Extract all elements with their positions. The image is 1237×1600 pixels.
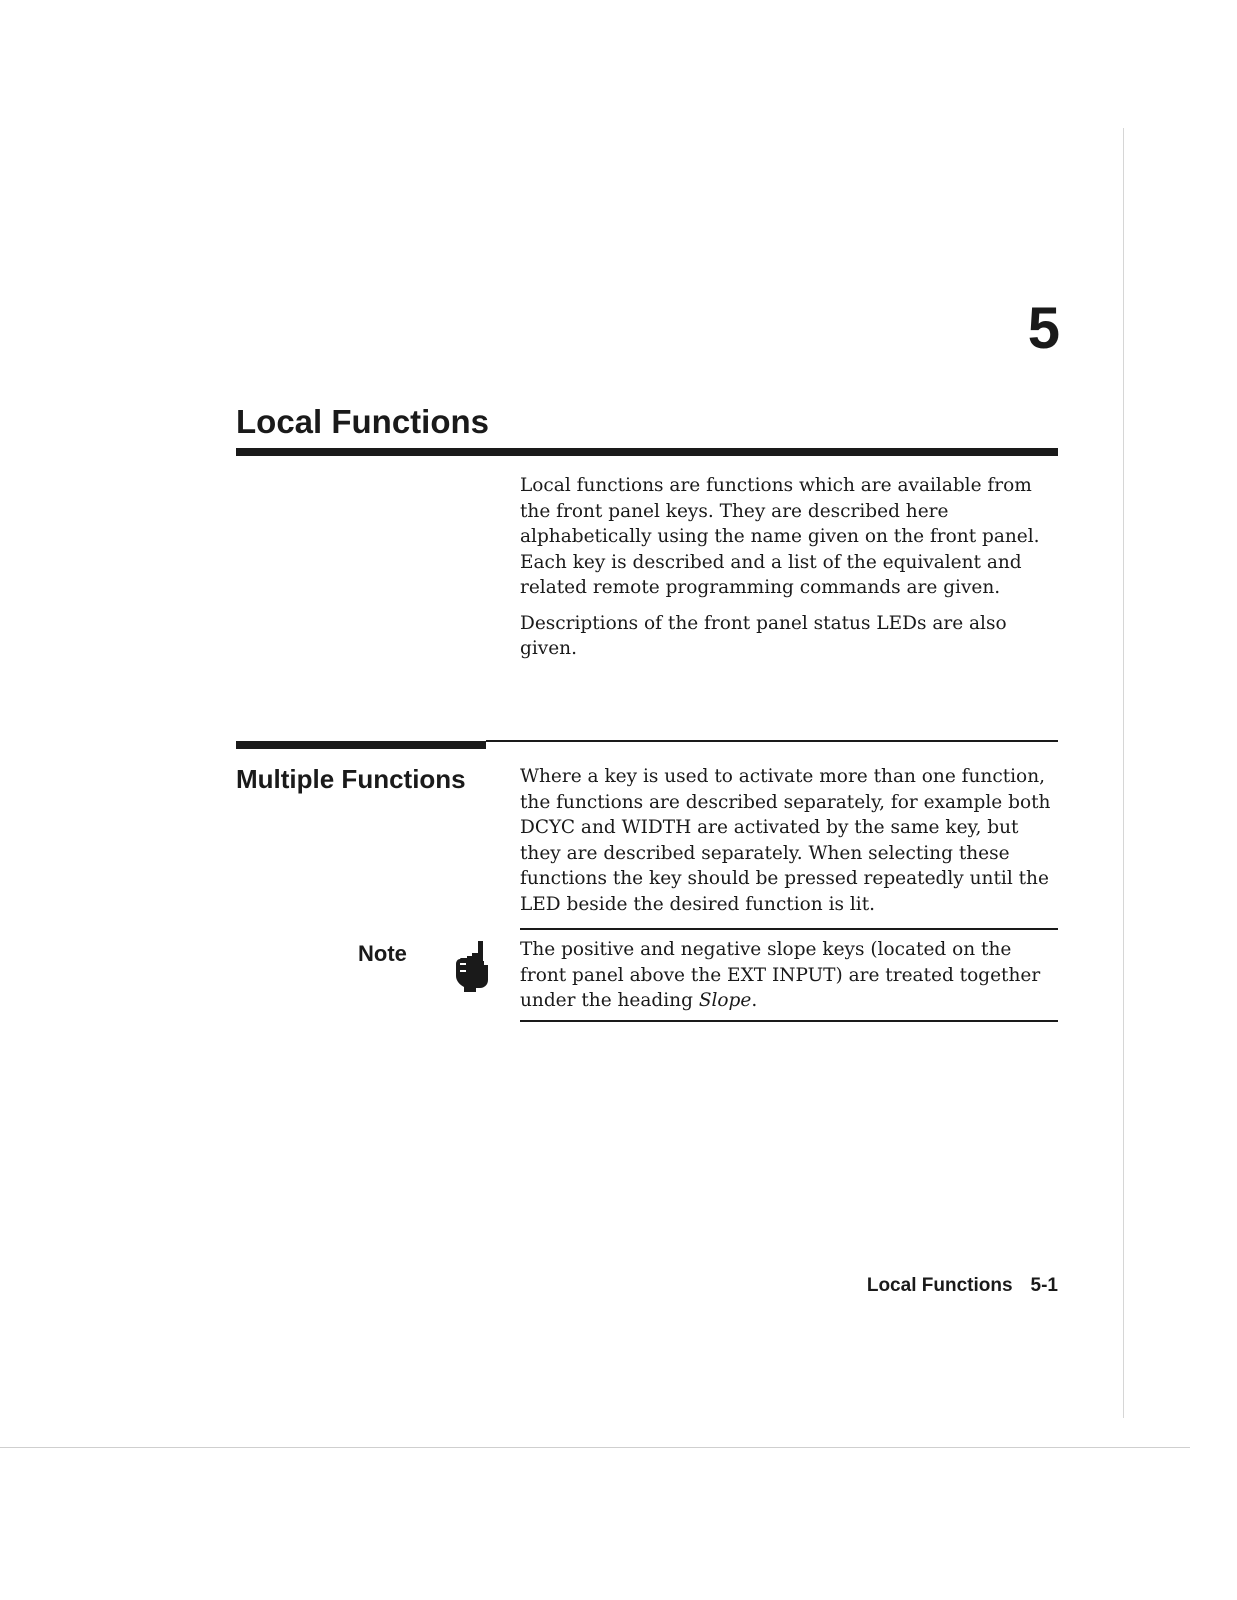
note-rule-bottom [520, 1020, 1058, 1022]
footer-title: Local Functions [866, 1275, 1013, 1296]
note-text: The positive and negative slope keys (located on the front panel above the EXT INPUT) are treated together under the heading Slope. [520, 939, 1041, 1011]
chapter-title: Local Functions [236, 403, 490, 440]
chapter-title-rule [236, 448, 1058, 456]
section-body: Where a key is used to activate more than one function, the functions are described separately, for example both DCYC and WIDTH are activated by the same key, but they are described separately. When selecting these functions the key should be pressed repeatedly until the LED beside the desired function is lit. [520, 766, 1051, 915]
section-rule-thin [486, 740, 1058, 742]
note-emphasis: Slope [698, 990, 752, 1011]
intro-paragraph: Local functions are functions which are available from the front panel keys. They are described here alphabetically using the name given on the front panel. Each key is described and a list of the equivalent and related remote programming commands are given. [520, 475, 1040, 598]
note-label: Note [358, 941, 407, 966]
intro-text [520, 473, 1050, 672]
intro-paragraph: Descriptions of the front panel status LEDs are also given. [520, 612, 1007, 659]
scan-edge-bottom [0, 1447, 1190, 1448]
chapter-number: 5 [1027, 296, 1060, 361]
section-rule-thick [236, 741, 486, 749]
note-rule-top [520, 928, 1058, 930]
section-title: Multiple Functions [236, 764, 466, 794]
page-number: 5-1 [1030, 1275, 1058, 1296]
pointing-hand-icon [456, 940, 490, 992]
page-footer [830, 1276, 1058, 1295]
scan-edge-right [1123, 128, 1124, 1418]
